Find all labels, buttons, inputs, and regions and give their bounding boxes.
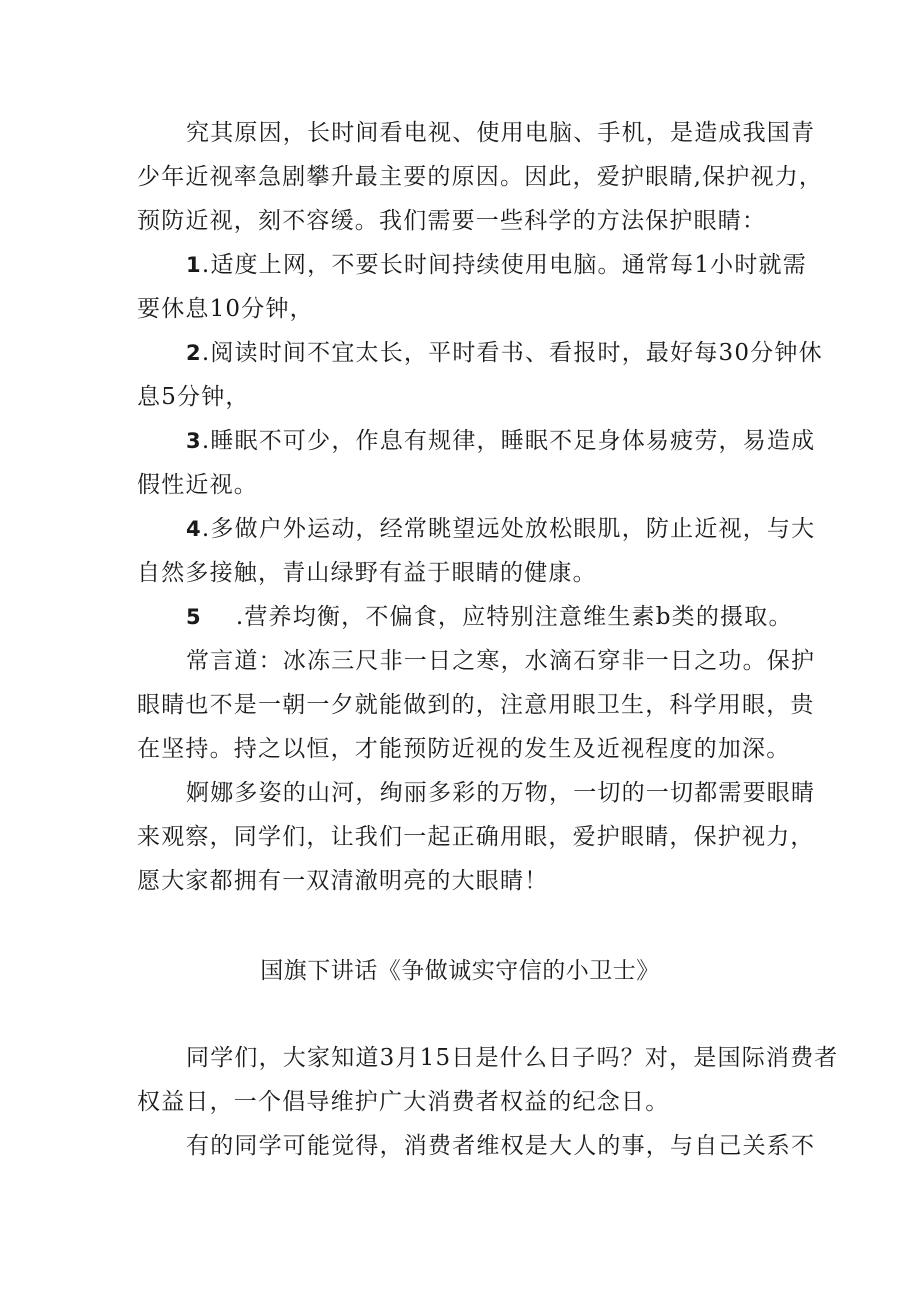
speech-para2-line-1: 有的同学可能觉得，消费者维权是大人的事，与自己关系不 — [186, 1133, 816, 1159]
tip-4-number: 4 — [186, 517, 202, 541]
tip-4-text: .多做户外运动，经常眺望远处放松眼肌，防止近视，与大 — [201, 516, 816, 542]
intro-line-1: 究其原因，长时间看电视、使用电脑、手机，是造成我国青 — [186, 120, 816, 146]
tip-4 — [186, 514, 815, 544]
tip-2-line-2: 息5分钟， — [137, 384, 250, 410]
tip-3-text: .睡眠不可少，作息有规律，睡眠不足身体易疲劳，易造成 — [201, 428, 816, 454]
closing-line-2: 来观察，同学们，让我们一起正确用眼，爱护眼睛，保护视力， — [137, 824, 815, 850]
speech-para1-line-2: 权益日，一个倡导维护广大消费者权益的纪念日。 — [137, 1089, 670, 1115]
intro-line-3: 预防近视，刻不容缓。我们需要一些科学的方法保护眼睛： — [137, 208, 767, 234]
tip-3 — [186, 426, 815, 456]
saying-line-1: 常言道：冰冻三尺非一日之寒，水滴石穿非一日之功。保护 — [186, 648, 816, 674]
tip-1 — [186, 250, 807, 280]
saying-line-2: 眼睛也不是一朝一夕就能做到的，注意用眼卫生，科学用眼，贵 — [137, 692, 815, 718]
saying-line-3: 在坚持。持之以恒，才能预防近视的发生及近视程度的加深。 — [137, 736, 791, 762]
tip-3-number: 3 — [186, 429, 202, 453]
tip-1-line-2: 要休息10分钟， — [137, 296, 314, 322]
tip-2 — [186, 338, 823, 368]
tip-4-line-2: 自然多接触，青山绿野有益于眼睛的健康。 — [137, 560, 597, 586]
tip-3-line-2: 假性近视。 — [137, 472, 258, 498]
closing-line-3: 愿大家都拥有一双清澈明亮的大眼睛！ — [137, 868, 549, 894]
tip-5 — [186, 602, 793, 632]
tip-2-number: 2 — [186, 341, 202, 365]
tip-1-text: .适度上网，不要长时间持续使用电脑。通常每1小时就需 — [201, 252, 807, 278]
tip-5-number: 5 — [186, 605, 202, 629]
tip-5-text: .营养均衡，不偏食，应特别注意维生素b类的摄取。 — [235, 604, 793, 630]
closing-line-1: 婀娜多姿的山河，绚丽多彩的万物，一切的一切都需要眼睛 — [186, 780, 816, 806]
speech-para1-line-1: 同学们，大家知道3月15日是什么日子吗？对，是国际消费者 — [186, 1045, 839, 1071]
tip-2-text: .阅读时间不宜太长，平时看书、看报时，最好每30分钟休 — [201, 340, 823, 366]
intro-line-2: 少年近视率急剧攀升最主要的原因。因此，爱护眼睛,保护视力， — [137, 164, 824, 190]
tip-1-number: 1 — [186, 253, 202, 277]
speech-title: 国旗下讲话《争做诚实守信的小卫士》 — [260, 958, 660, 984]
